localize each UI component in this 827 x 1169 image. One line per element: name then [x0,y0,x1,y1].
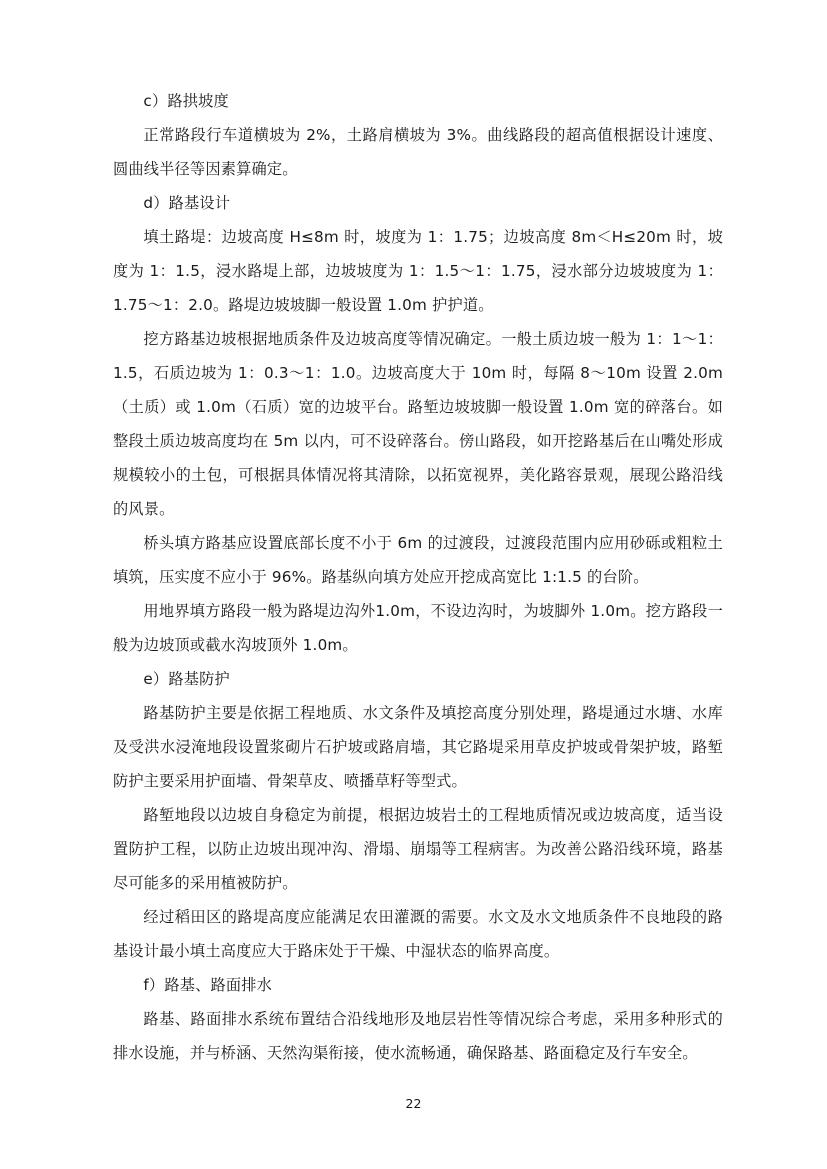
paragraph: 经过稻田区的路堤高度应能满足农田灌溉的需要。水文及水文地质条件不良地段的路基设计最小填土高度应大于路床处于干燥、中湿状态的临界高度。 [113,908,723,960]
paragraph: f）路基、路面排水 [143,976,273,994]
paragraph: 路基防护主要是依据工程地质、水文条件及填挖高度分别处理，路堤通过水塘、水库及受洪水浸淹地段设置浆砌片石护坡或路肩墙，其它路堤采用草皮护坡或骨架护坡，路堑防护主要采用护面墙、骨架草皮、喷播草籽等型式。 [113,704,723,790]
page-number: 22 [405,1096,422,1111]
paragraph: d）路基设计 [143,194,231,212]
paragraph: 正常路段行车道横坡为 2%，土路肩横坡为 3%。曲线路段的超高值根据设计速度、圆曲线半径等因素算确定。 [113,126,723,178]
paragraph: 桥头填方路基应设置底部长度不小于 6m 的过渡段，过渡段范围内应用砂砾或粗粒土填筑，压实度不应小于 96%。路基纵向填方处应开挖成高宽比 1:1.5 的台阶。 [113,534,723,586]
paragraph: c）路拱坡度 [143,92,229,110]
paragraph: 用地界填方路段一般为路堤边沟外1.0m，不设边沟时，为坡脚外 1.0m。挖方路段一般为边坡顶或截水沟坡顶外 1.0m。 [113,602,723,654]
paragraph: 路基、路面排水系统布置结合沿线地形及地层岩性等情况综合考虑，采用多种形式的排水设施，并与桥涵、天然沟渠衔接，使水流畅通，确保路基、路面稳定及行车安全。 [113,1010,723,1062]
paragraph: 填土路堤：边坡高度 H≤8m 时，坡度为 1：1.75；边坡高度 8m＜H≤20m 时，坡度为 1：1.5，浸水路堤上部，边坡坡度为 1：1.5～1：1.75，浸水部分边坡坡度为 1：1.75～1：2.0。路堤边坡坡脚一般设置 1.0m 护护道。 [113,228,723,314]
paragraph: 路堑地段以边坡自身稳定为前提，根据边坡岩土的工程地质情况或边坡高度，适当设置防护工程，以防止边坡出现冲沟、滑塌、崩塌等工程病害。为改善公路沿线环境，路基尽可能多的采用植被防护。 [113,806,723,892]
paragraph: 挖方路基边坡根据地质条件及边坡高度等情况确定。一般土质边坡一般为 1：1～1：1.5，石质边坡为 1：0.3～1：1.0。边坡高度大于 10m 时，每隔 8～10m 设置 2.0m（土质）或 1.0m（石质）宽的边坡平台。路堑边坡坡脚一般设置 1.0m 宽的碎落台。如整段土质边坡高度均在 5m 以内，可不设碎落台。傍山路段，如开挖路基后在山嘴处形成规模较小的土包，可根据具体情况将其清除，以拓宽视界，美化路容景观，展现公路沿线的风景。 [113,330,723,518]
paragraph: e）路基防护 [143,670,230,688]
document-body [113,84,723,1070]
